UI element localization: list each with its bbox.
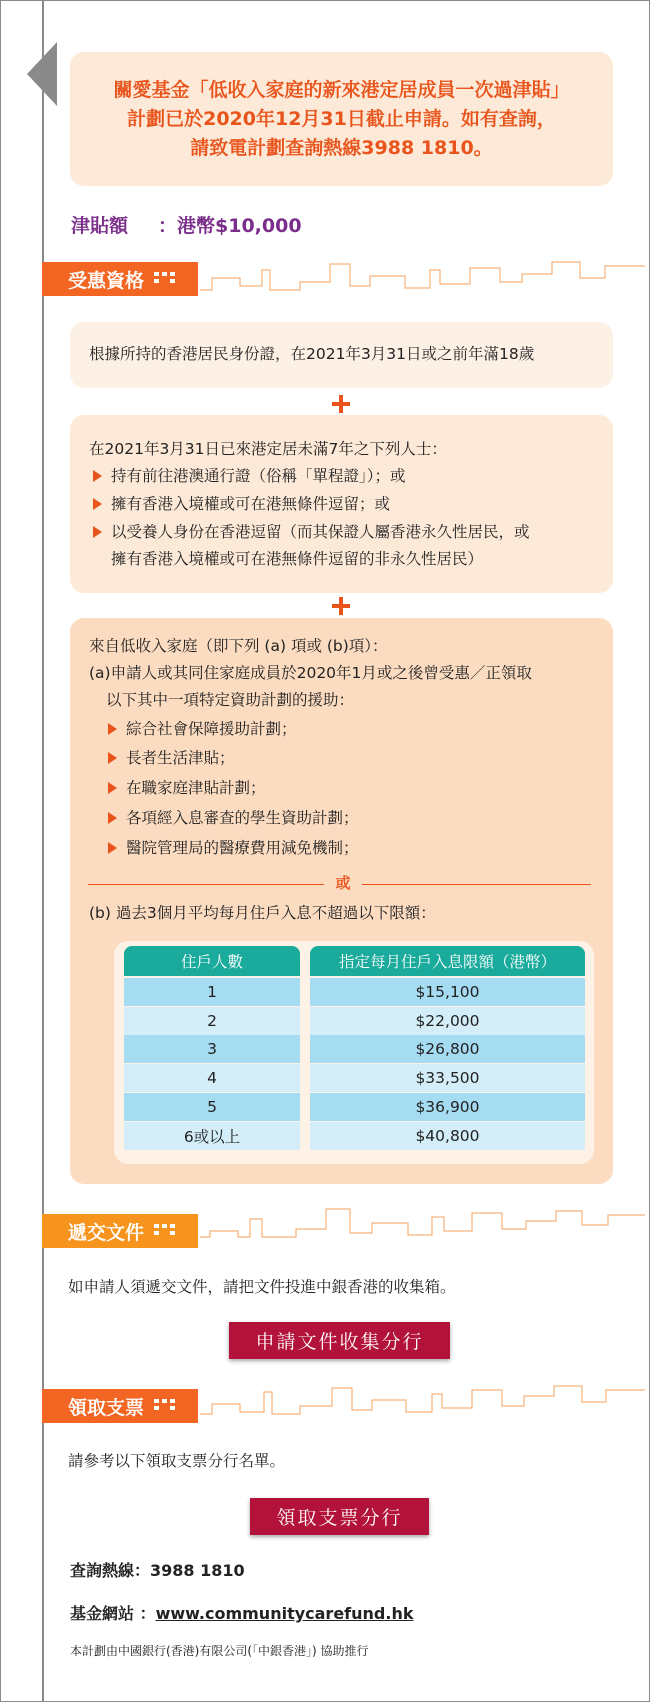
table-cell-household: 2: [124, 1007, 300, 1035]
or-divider: [88, 874, 591, 894]
table-header-household: 住戶人數: [124, 946, 300, 976]
residence-item-3-cont: 擁有香港入境權或可在港無條件逗留的非永久性居民）: [111, 550, 484, 568]
income-intro: 來自低收入家庭（即下列 (a) 項或 (b)項）：: [89, 637, 388, 655]
criterion-residence-box: [70, 415, 613, 593]
footer-note: 本計劃由中國銀行(香港)有限公司(「中銀香港」) 協助推行: [70, 1644, 369, 1658]
residence-item-1: 持有前往港澳通行證（俗稱「單程證」）；或: [89, 463, 406, 490]
income-a-line-1: (a)申請人或其同住家庭成員於2020年1月或之後曾受惠／正領取: [89, 664, 532, 682]
table-cell-limit: $22,000: [310, 1007, 585, 1035]
plus-icon: [332, 395, 350, 413]
hotline-label: 查詢熱線：: [70, 1561, 151, 1580]
pixel-dots-icon: [154, 1224, 180, 1238]
documents-text: 如申請人須遞交文件，請把文件投進中銀香港的收集箱。: [68, 1278, 456, 1296]
table-cell-household: 5: [124, 1093, 300, 1121]
income-a-item-2: 長者生活津貼；: [104, 745, 235, 772]
timeline-arrow-icon: [27, 42, 57, 106]
section-tab-cheque: [42, 1389, 198, 1423]
skyline-decoration-1: [200, 256, 645, 296]
table-cell-limit: $15,100: [310, 978, 585, 1006]
income-a-item-4: 各項經入息審查的學生資助計劃；: [104, 805, 359, 832]
website-link[interactable]: www.communitycarefund.hk: [155, 1604, 414, 1623]
website-label: 基金網站 ：: [70, 1604, 156, 1623]
or-label: 或: [335, 874, 351, 892]
income-a-item-3: 在職家庭津貼計劃；: [104, 775, 266, 802]
notice-line-2: 計劃已於2020年12月31日截止申請。如有查詢，: [127, 107, 556, 130]
section-title-eligibility: 受惠資格: [68, 269, 145, 292]
table-header-limit: 指定每月住戶入息限額（港幣）: [310, 946, 585, 976]
section-tab-eligibility: [42, 262, 198, 296]
income-a-line-2: 以下其中一項特定資助計劃的援助：: [106, 691, 355, 709]
amount-label: 津貼額: [71, 215, 129, 237]
section-title-documents: 遞交文件: [68, 1221, 145, 1244]
section-title-cheque: 領取支票: [68, 1396, 145, 1419]
table-cell-limit: $40,800: [310, 1122, 585, 1150]
residence-item-2: 擁有香港入境權或可在港無條件逗留；或: [89, 491, 390, 518]
table-cell-household: 4: [124, 1064, 300, 1092]
residence-item-3: 以受養人身份在香港逗留（而其保證人屬香港永久性居民，或: [89, 519, 530, 546]
table-cell-household: 6或以上: [124, 1122, 300, 1150]
hotline: [70, 1557, 245, 1584]
criterion-age-box: [70, 322, 613, 388]
cheque-collection-branches-button[interactable]: 領取支票分行: [250, 1498, 429, 1535]
table-cell-limit: $36,900: [310, 1093, 585, 1121]
table-cell-household: 1: [124, 978, 300, 1006]
notice-box: [70, 52, 613, 186]
hotline-value: 3988 1810: [150, 1561, 245, 1580]
table-cell-household: 3: [124, 1035, 300, 1063]
pixel-dots-icon: [154, 272, 180, 286]
notice-line-3: 請致電計劃查詢熱線3988 1810。: [190, 136, 493, 159]
website: [70, 1600, 413, 1627]
income-a-item-1: 綜合社會保障援助計劃；: [104, 716, 297, 743]
table-cell-limit: $33,500: [310, 1064, 585, 1092]
criterion-age-text: 根據所持的香港居民身份證，在2021年3月31日或之前年滿18歲: [89, 345, 535, 363]
timeline-line: [42, 0, 44, 1702]
table-cell-limit: $26,800: [310, 1035, 585, 1063]
skyline-decoration-2: [200, 1203, 645, 1243]
section-tab-documents: [42, 1214, 198, 1248]
amount-value: ：港幣$10,000: [158, 215, 302, 237]
subsidy-amount: [71, 211, 302, 238]
document-collection-branches-button[interactable]: 申請文件收集分行: [229, 1322, 450, 1359]
income-b-text: (b) 過去3個月平均每月住戶入息不超過以下限額：: [89, 904, 436, 922]
pixel-dots-icon: [154, 1399, 180, 1413]
skyline-decoration-3: [200, 1380, 645, 1420]
residence-intro: 在2021年3月31日已來港定居未滿7年之下列人士：: [89, 440, 447, 458]
plus-icon: [332, 597, 350, 615]
notice-line-1: 關愛基金「低收入家庭的新來港定居成員一次過津貼」: [113, 78, 570, 101]
income-a-item-5: 醫院管理局的醫療費用減免機制；: [104, 835, 359, 862]
cheque-text: 請參考以下領取支票分行名單。: [68, 1452, 286, 1470]
